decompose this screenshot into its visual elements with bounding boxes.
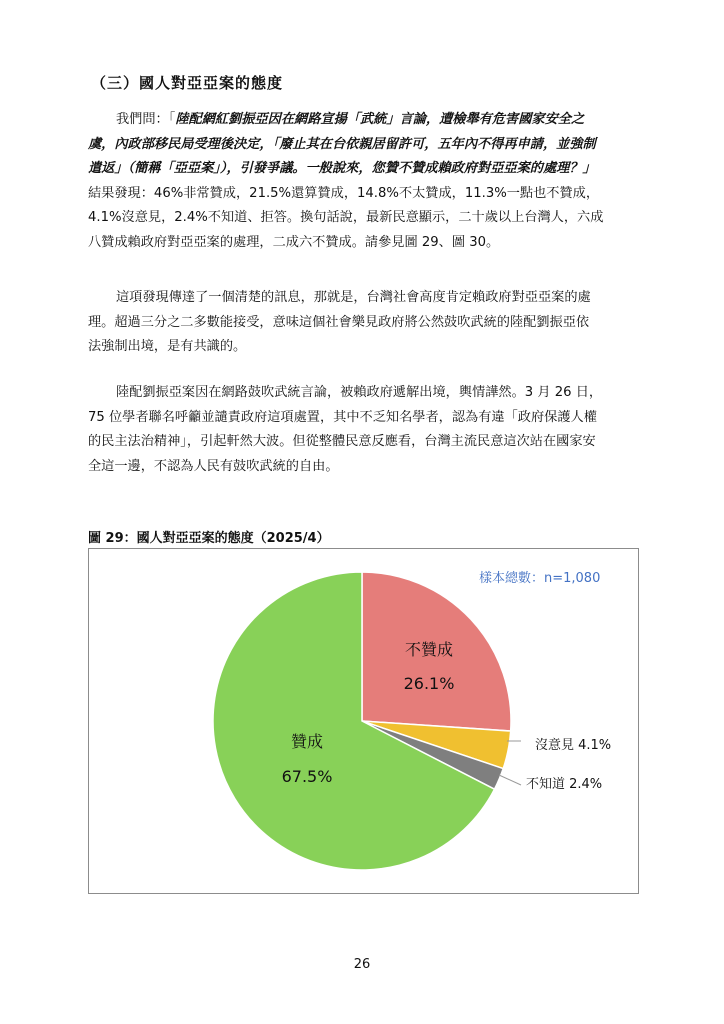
section-heading: （三）國人對亞亞案的態度 (91, 74, 284, 92)
slice-value-oppose: 26.1% (403, 674, 455, 693)
scholars-line-3: 的民主法治精神」，引起軒然大波。但從整體民意反應看，台灣主流民意這次站在國家安 (88, 434, 596, 449)
consensus-line-1: 這項發現傳達了一個清楚的訊息，那就是，台灣社會高度肯定賴政府對亞亞案的處 (116, 290, 591, 305)
scholars-line-1: 陸配劉振亞案因在網路鼓吹武統言論，被賴政府遞解出境，輿情譁然。3 月 26 日， (116, 385, 603, 400)
scholars-line-4: 全這一邊，不認為人民有鼓吹武統的自由。 (88, 458, 339, 474)
paragraph-consensus (88, 286, 640, 360)
leader-line-dont-know (499, 775, 521, 785)
results-line-1: 結果發現：46%非常贊成，21.5%還算贊成，14.8%不太贊成，11.3%一點也不贊成， (88, 185, 600, 201)
slice-label-no-opinion: 沒意見 4.1% (535, 738, 612, 753)
question-intro: 我們問：「 (116, 112, 176, 127)
question-text-line-2: 虞，內政部移民局受理後決定，「廢止其在台依親居留許可，五年內不得再申請，並強制 (88, 136, 596, 152)
question-text-line-1: 陸配網紅劉振亞因在網路宣揚「武統」言論，遭檢舉有危害國家安全之 (175, 112, 585, 127)
pie-chart (89, 549, 638, 893)
consensus-line-2: 理。超過三分之二多數能接受，意味這個社會樂見政府將公然鼓吹武統的陸配劉振亞依 (88, 314, 590, 330)
paragraph-question (88, 108, 640, 255)
sample-size-note: 樣本總數：n=1,080 (479, 571, 601, 586)
slice-label-dont-know: 不知道 2.4% (526, 777, 603, 792)
figure-caption: 圖 29：國人對亞亞案的態度（2025/4） (88, 531, 330, 546)
scholars-line-2: 75 位學者聯名呼籲並譴責政府這項處置，其中不乏知名學者，認為有違「政府保護人權 (88, 409, 597, 425)
page-number: 26 (353, 957, 371, 972)
results-line-3: 八贊成賴政府對亞亞案的處理，二成六不贊成。請參見圖 29、圖 30。 (88, 234, 500, 250)
paragraph-scholars (88, 381, 640, 479)
results-line-2: 4.1%沒意見，2.4%不知道、拒答。換句話說，最新民意顯示，二十歲以上台灣人，六成 (88, 210, 604, 225)
slice-value-support: 67.5% (281, 767, 333, 786)
slice-label-support: 贊成 (290, 732, 324, 751)
slice-label-oppose: 不贊成 (404, 640, 454, 659)
pie-chart-frame (88, 548, 639, 894)
consensus-line-3: 法強制出境，是有共識的。 (88, 339, 247, 354)
question-text-line-3: 遣返」（簡稱「亞亞案」），引發爭議。一般說來，您贊不贊成賴政府對亞亞案的處理？」 (88, 161, 596, 176)
